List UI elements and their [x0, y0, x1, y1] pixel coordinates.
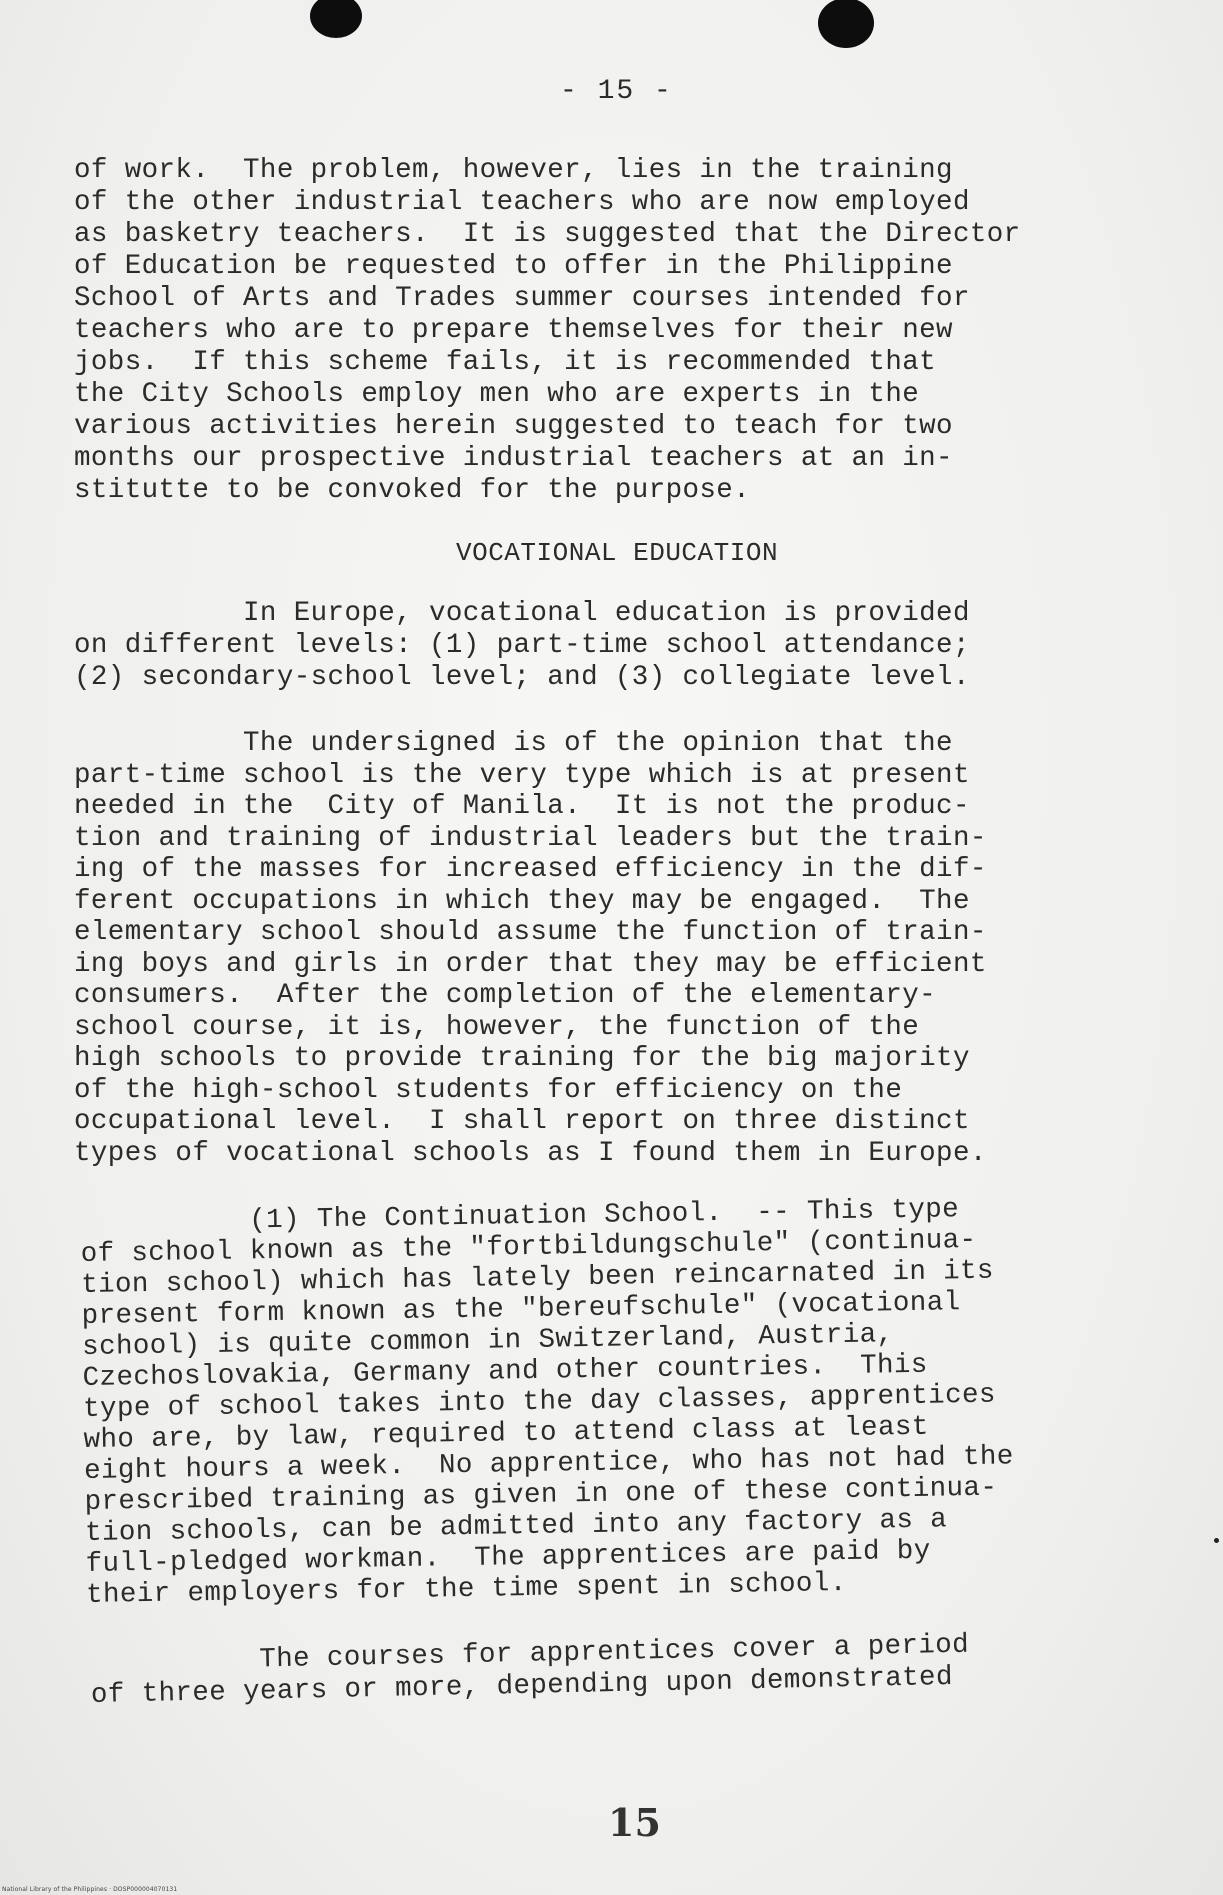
paragraph-apprentice-courses: The courses for apprentices cover a period of three years or more, depending upon demonstrated [90, 1629, 970, 1711]
punch-hole [310, 0, 362, 38]
section-heading: VOCATIONAL EDUCATION [456, 538, 779, 568]
footer-credit: National Library of the Philippines · DOSP000004070131 [2, 1886, 178, 1893]
paragraph-continuation-school: (1) The Continuation School. -- This type of school known as the "fortbildungschule" (continua- tion school) which has lately been reincarnated in its present form known as the "bereufschule" (vocational school) is quite common in Switzerland, Austria, Czechoslovakia, Germany and other countries. This type of school takes into the day classes, apprentices who are, by law, required to attend class at least eight hours a week. No apprentice, who has not had the prescribed training as given in one of these continua- tion schools, can be admitted into any factory as a full-pledged workman. The apprentices are paid by their employers for the time spent in school. [80, 1194, 1014, 1611]
paragraph-part-time-school: The undersigned is of the opinion that the part-time school is the very type which is at present needed in the City of Manila. It is not the produc- tion and training of industrial leaders but the train- ing of the masses for increased efficiency in the dif- ferent occupations in which they may be engaged. The elementary school should assume the function of train- ing boys and girls in order that they may be efficient consumers. After the completion of the elementary- school course, it is, however, the function of the high schools to provide training for the big majority of the high-school students for efficiency on the occupational level. I shall report on three distinct types of vocational schools as I found them in Europe. [74, 728, 987, 1169]
scan-speck [1214, 1538, 1219, 1543]
paragraph-training: of work. The problem, however, lies in the training of the other industrial teachers who are now employed as basketry teachers. It is suggested that the Director of Education be requested to offer in the Philippine School of Arts and Trades summer courses intended for teachers who are to prepare themselves for their new jobs. If this scheme fails, it is recommended that the City Schools employ men who are experts in the various activities herein suggested to teach for two months our prospective industrial teachers at an in- stitutte to be convoked for the purpose. [74, 155, 1021, 506]
paragraph-europe-levels: In Europe, vocational education is provided on different levels: (1) part-time school attendance; (2) secondary-school level; and (3) collegiate level. [74, 598, 970, 693]
page-number-top: - 15 - [560, 76, 673, 107]
page-number-bottom: 15 [608, 1800, 661, 1845]
punch-hole [818, 0, 874, 48]
